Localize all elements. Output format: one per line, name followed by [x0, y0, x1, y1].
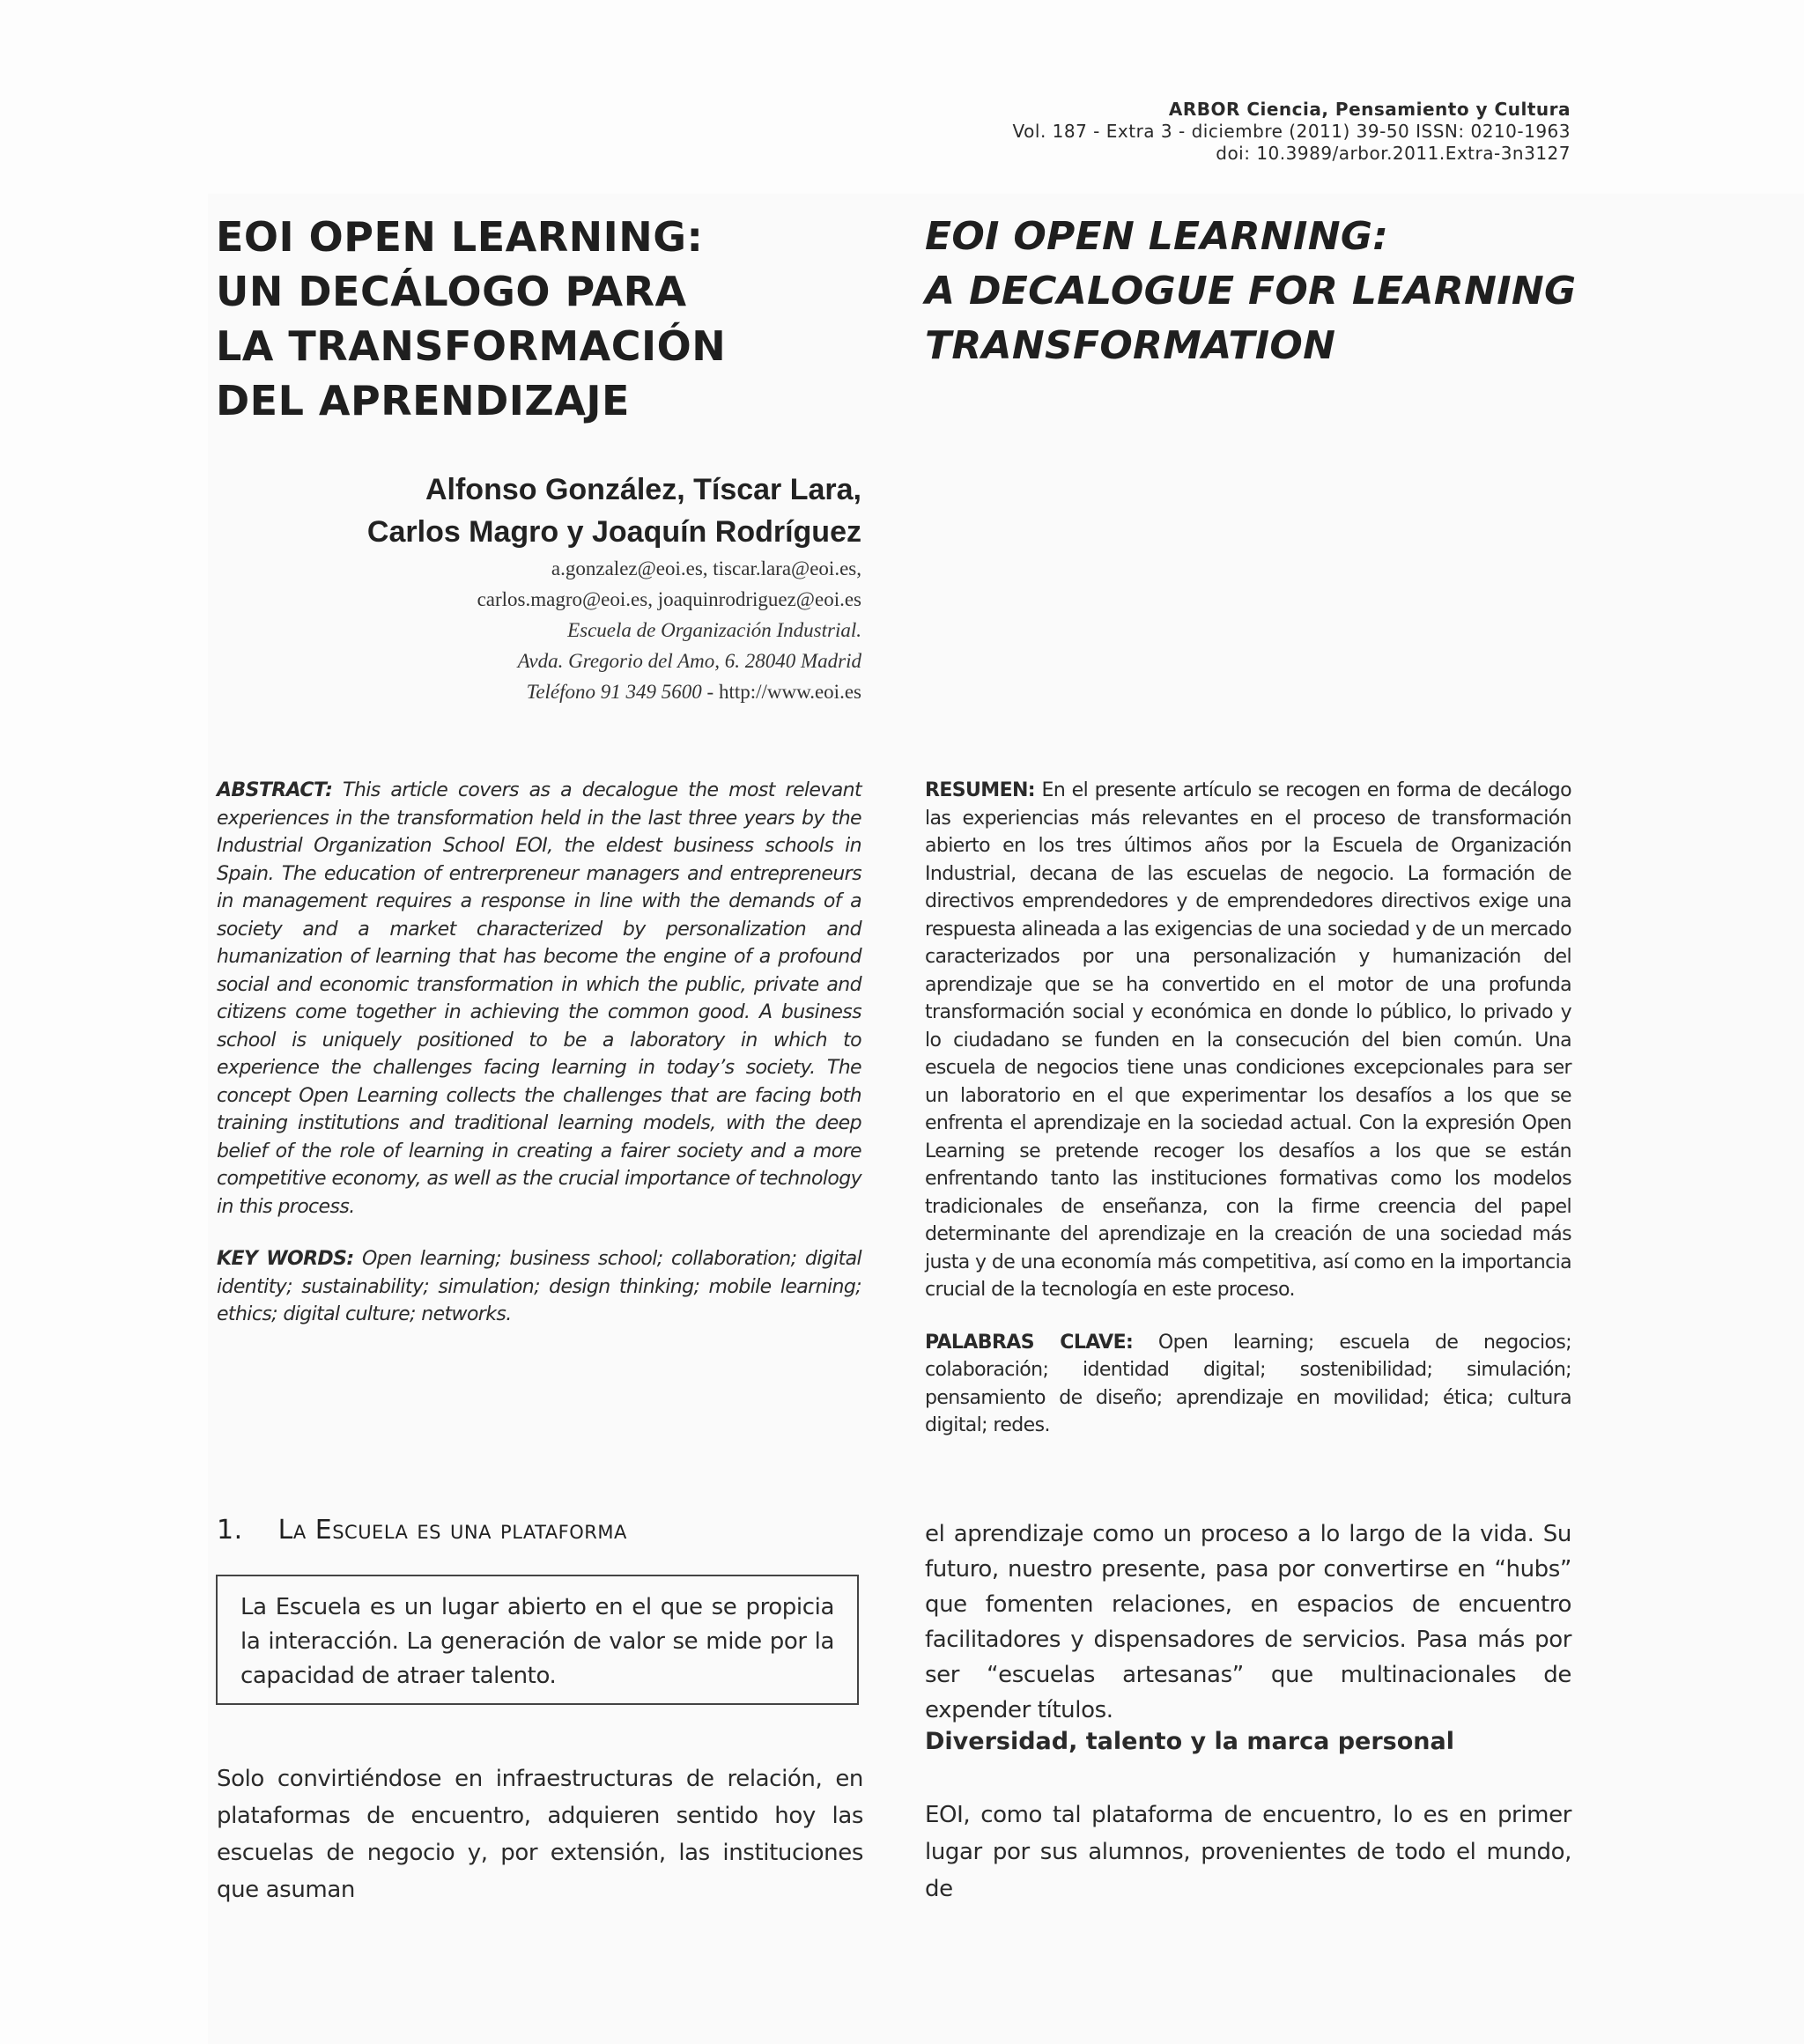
contact-phone: Teléfono 91 349 5600: [526, 681, 702, 703]
title-es-line: UN DECÁLOGO PARA: [216, 268, 687, 315]
resumen-label: RESUMEN:: [925, 779, 1036, 801]
title-english: [925, 210, 1576, 373]
abstract-text: This article covers as a decalogue the most relevant experiences in the transformation held in the last three years by the Industrial Organization School EOI, the eldest business schools in Spain. The education of entrerpreneur managers and entrepreneurs in management requires a response in line with the demands of a society and a market characterized by personalization and humanization of learning that has become the engine of a profound social and economic transformation in which the public, private and citizens come together in achieving the common good. A business school is uniquely positioned to be a laboratory in which to experience the challenges facing learning in today’s society. The concept Open Learning collects the challenges that are facing both training institutions and traditional learning models, with the deep belief of the role of learning in creating a fairer society and a more competitive economy, as well as the crucial importance of technology in this process.: [217, 779, 861, 1218]
subsection-heading: Diversidad, talento y la marca personal: [925, 1728, 1454, 1755]
keywords-text: Open learning; business school; collaboration; digital identity; sustainability; simulation; design thinking; mobile learning; ethics; digital culture; networks.: [217, 1248, 861, 1325]
journal-name: ARBOR Ciencia, Pensamiento y Cultura: [1168, 99, 1571, 120]
body-text-right-continued: EOI, como tal plataforma de encuentro, lo es en primer lugar por sus alumnos, provenientes de todo el mundo, de: [925, 1802, 1571, 1902]
authors-line: Alfonso González, Tíscar Lara,: [425, 473, 861, 506]
palabras-clave-text: Open learning; escuela de negocios; colaboración; identidad digital; sostenibilidad; simulación; pensamiento de diseño; aprendizaje en movilidad; ética; cultura digital; redes.: [925, 1331, 1572, 1436]
section-heading: [217, 1515, 627, 1546]
keywords-label: KEY WORDS:: [217, 1248, 354, 1270]
section-number: 1.: [217, 1515, 243, 1546]
contact-address: Avda. Gregorio del Amo, 6. 28040 Madrid: [517, 650, 861, 672]
palabras-clave-label: PALABRAS CLAVE:: [925, 1331, 1134, 1354]
title-spanish: [216, 210, 726, 428]
title-es-line: DEL APRENDIZAJE: [216, 377, 630, 424]
palabras-clave-paragraph: [925, 1329, 1571, 1440]
highlight-box: La Escuela es un lugar abierto en el que se propicia la interacción. La generación de valor se mide por la capacidad de atraer talento.: [216, 1575, 859, 1705]
contact-emails: carlos.magro@eoi.es, joaquinrodriguez@eoi.es: [477, 588, 861, 610]
contact-phone-web: [477, 676, 861, 707]
title-en-line: TRANSFORMATION: [925, 323, 1336, 368]
body-text-left: Solo convirtiéndose en infraestructuras de relación, en plataformas de encuentro, adquieren sentido hoy las escuelas de negocio y, por extensión, las instituciones que asuman: [217, 1766, 863, 1903]
authors-line: Carlos Magro y Joaquín Rodríguez: [366, 515, 861, 549]
resumen-text: En el presente artículo se recogen en forma de decálogo las experiencias más relevantes en el proceso de transformación abierto en los tres últimos años por la Escuela de Organización Industrial, decana de las escuelas de negocio. La formación de directivos emprendedores y de emprendedores directivos exige una respuesta alineada a las exigencias de una sociedad y de un mercado caracterizados por una personalización y humanización del aprendizaje que se ha convertido en el motor de una profunda transformación social y económica en donde lo público, lo privado y lo ciudadano se funden en la consecución del bien común. Una escuela de negocios tiene unas condiciones excepcionales para ser un laboratorio en el que experimentar los desafíos a los que se enfrenta el aprendizaje en la sociedad actual. Con la expresión Open Learning se pretende recoger los desafíos a los que se están enfrentando tanto las instituciones formativas como los modelos tradicionales de enseñanza, con la firme creencia del papel determinante del aprendizaje en la creación de una sociedad más justa y de una economía más competitiva, así como en la importancia crucial de la tecnología en este proceso.: [925, 779, 1571, 1301]
section-title: La Escuela es una plataforma: [277, 1515, 627, 1546]
contact-institution: Escuela de Organización Industrial.: [567, 619, 861, 641]
title-es-line: LA TRANSFORMACIÓN: [216, 322, 727, 370]
title-en-line: A DECALOGUE FOR LEARNING: [925, 269, 1577, 314]
author-contact: [477, 553, 861, 707]
keywords-paragraph: [217, 1245, 861, 1329]
title-es-line: EOI OPEN LEARNING:: [216, 213, 704, 261]
journal-header: [1013, 99, 1571, 165]
body-text-right: el aprendizaje como un proceso a lo largo de la vida. Su futuro, nuestro presente, pasa por convertirse en “hubs” que fomenten relaciones, en espacios de encuentro facilitadores y dispensadores de servicios. Pasa más por ser “escuelas artesanas” que multinacionales de expender títulos.: [925, 1521, 1571, 1723]
abstract-paragraph: [217, 777, 861, 1221]
abstract-label: ABSTRACT:: [217, 779, 333, 801]
abstract-spanish: [925, 777, 1571, 1440]
contact-emails: a.gonzalez@eoi.es, tiscar.lara@eoi.es,: [551, 557, 861, 579]
journal-doi: doi: 10.3989/arbor.2011.Extra-3n3127: [1216, 143, 1571, 164]
abstract-english: [217, 777, 861, 1329]
contact-web: - http://www.eoi.es: [701, 681, 861, 703]
journal-volume: Vol. 187 - Extra 3 - diciembre (2011) 39-50 ISSN: 0210-1963: [1012, 121, 1571, 142]
title-en-line: EOI OPEN LEARNING:: [925, 214, 1389, 259]
resumen-paragraph: [925, 777, 1571, 1304]
authors: [367, 469, 861, 553]
